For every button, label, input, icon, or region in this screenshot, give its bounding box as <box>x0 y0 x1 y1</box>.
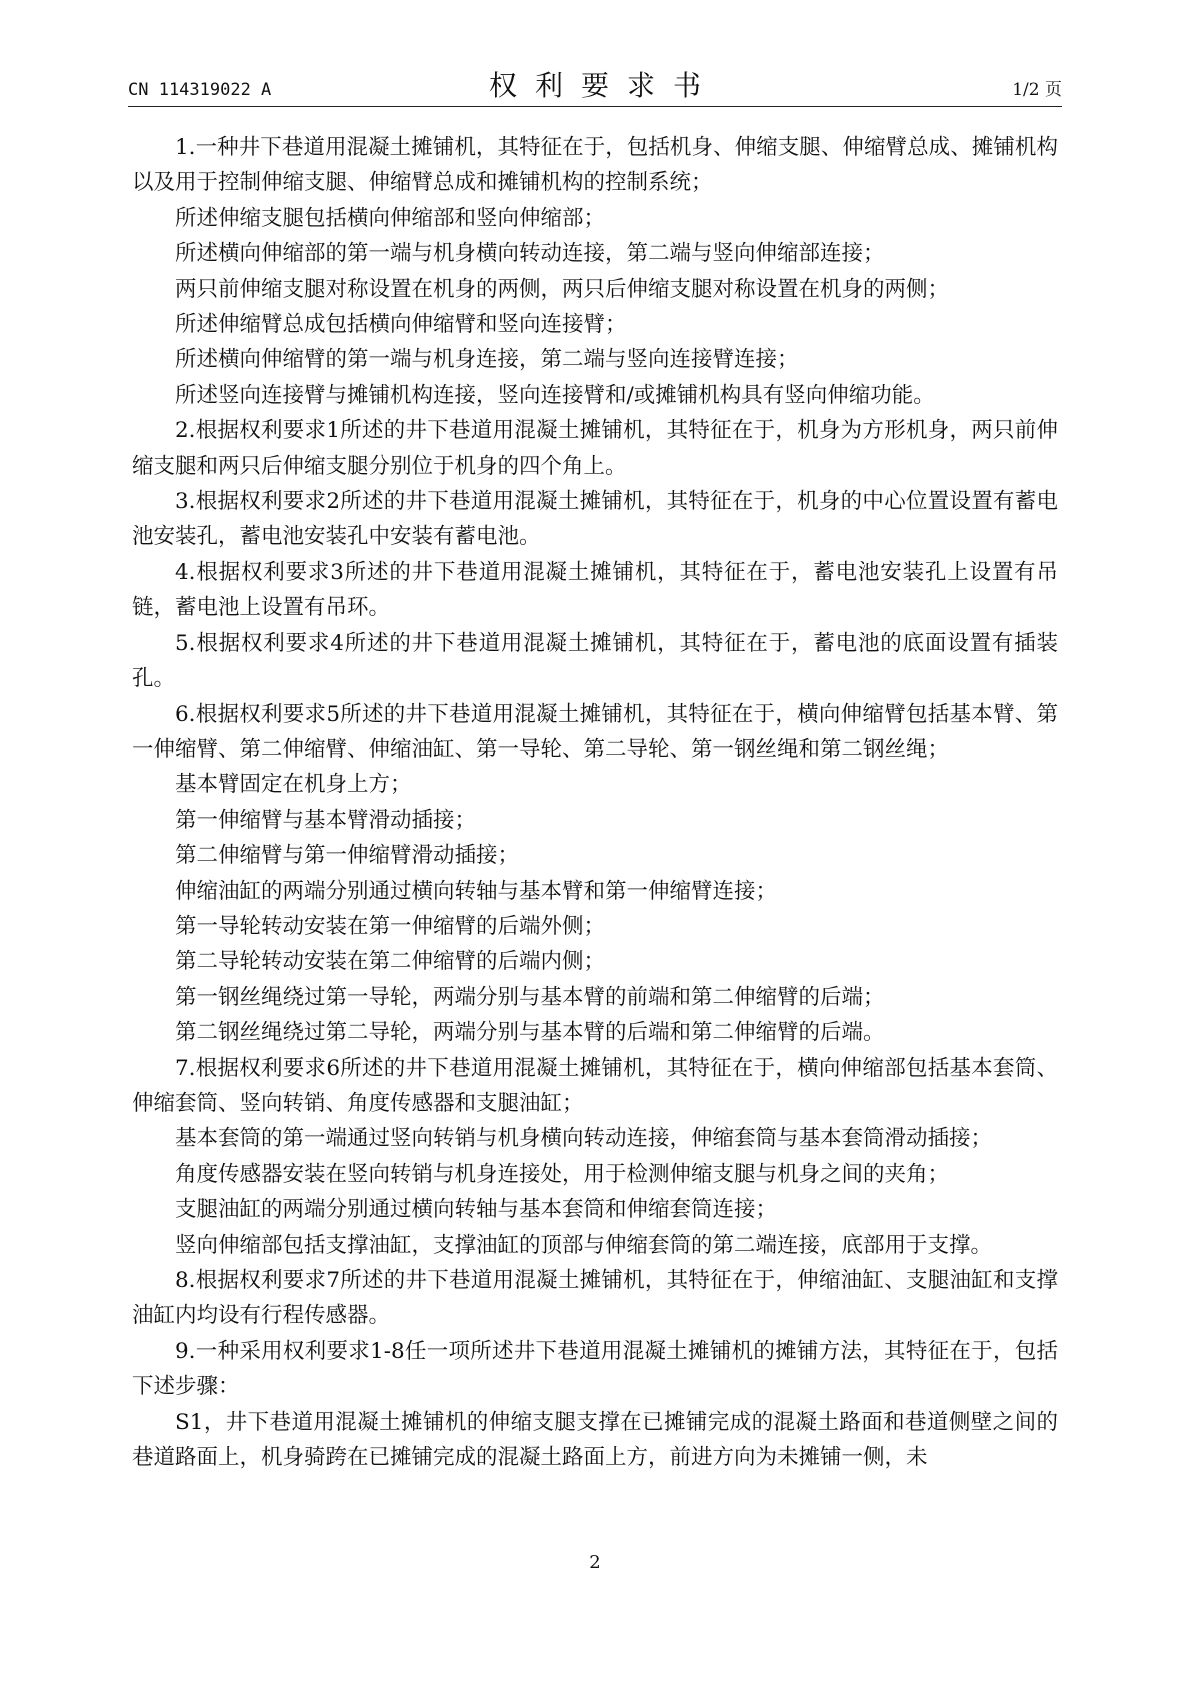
claim-paragraph: 1.一种井下巷道用混凝土摊铺机，其特征在于，包括机身、伸缩支腿、伸缩臂总成、摊铺机构以及用于控制伸缩支腿、伸缩臂总成和摊铺机构的控制系统； <box>132 135 1058 196</box>
claim-paragraph: 第一导轮转动安装在第一伸缩臂的后端外侧； <box>175 913 606 939</box>
claim-paragraph: 第二导轮转动安装在第二伸缩臂的后端内侧； <box>175 949 606 975</box>
claim-paragraph: 3.根据权利要求2所述的井下巷道用混凝土摊铺机，其特征在于，机身的中心位置设置有蓄电池安装孔，蓄电池安装孔中安装有蓄电池。 <box>132 489 1058 550</box>
claim-paragraph: 两只前伸缩支腿对称设置在机身的两侧，两只后伸缩支腿对称设置在机身的两侧； <box>175 276 950 302</box>
claim-paragraph: 第二钢丝绳绕过第二导轮，两端分别与基本臂的后端和第二伸缩臂的后端。 <box>175 1020 885 1046</box>
document-title: 权利要求书 <box>488 69 719 102</box>
claim-paragraph: 第一伸缩臂与基本臂滑动插接； <box>175 807 477 833</box>
claim-paragraph: 7.根据权利要求6所述的井下巷道用混凝土摊铺机，其特征在于，横向伸缩部包括基本套筒、伸缩套筒、竖向转销、角度传感器和支腿油缸； <box>132 1055 1058 1116</box>
claim-paragraph: 所述伸缩支腿包括横向伸缩部和竖向伸缩部； <box>175 205 606 231</box>
claims-body <box>132 130 1058 1475</box>
claim-paragraph: 所述横向伸缩臂的第一端与机身连接，第二端与竖向连接臂连接； <box>175 347 799 373</box>
page-header <box>128 64 1062 107</box>
claim-paragraph: 竖向伸缩部包括支撑油缸，支撑油缸的顶部与伸缩套筒的第二端连接，底部用于支撑。 <box>175 1232 993 1258</box>
claim-paragraph: 9.一种采用权利要求1-8任一项所述井下巷道用混凝土摊铺机的摊铺方法，其特征在于，包括下述步骤： <box>132 1338 1058 1400</box>
page-indicator: 1/2 页 <box>1012 80 1062 100</box>
claim-paragraph: 8.根据权利要求7所述的井下巷道用混凝土摊铺机，其特征在于，伸缩油缸、支腿油缸和支撑油缸内均设有行程传感器。 <box>132 1268 1058 1329</box>
claim-paragraph: 所述伸缩臂总成包括横向伸缩臂和竖向连接臂； <box>175 312 627 338</box>
claim-paragraph: S1，井下巷道用混凝土摊铺机的伸缩支腿支撑在已摊铺完成的混凝土路面和巷道侧壁之间的巷道路面上，机身骑跨在已摊铺完成的混凝土路面上方，前进方向为未摊铺一侧，未 <box>132 1409 1058 1471</box>
claim-paragraph: 支腿油缸的两端分别通过横向转轴与基本套筒和伸缩套筒连接； <box>175 1197 778 1223</box>
claim-paragraph: 第二伸缩臂与第一伸缩臂滑动插接； <box>175 843 520 869</box>
claim-paragraph: 4.根据权利要求3所述的井下巷道用混凝土摊铺机，其特征在于，蓄电池安装孔上设置有吊链，蓄电池上设置有吊环。 <box>132 559 1058 621</box>
claim-paragraph: 伸缩油缸的两端分别通过横向转轴与基本臂和第一伸缩臂连接； <box>175 878 778 904</box>
claim-paragraph: 6.根据权利要求5所述的井下巷道用混凝土摊铺机，其特征在于，横向伸缩臂包括基本臂、第一伸缩臂、第二伸缩臂、伸缩油缸、第一导轮、第二导轮、第一钢丝绳和第二钢丝绳； <box>132 701 1058 762</box>
page-number: 2 <box>589 1552 601 1573</box>
claim-paragraph: 角度传感器安装在竖向转销与机身连接处，用于检测伸缩支腿与机身之间的夹角； <box>175 1161 950 1187</box>
claim-paragraph: 所述横向伸缩部的第一端与机身横向转动连接，第二端与竖向伸缩部连接； <box>175 241 885 267</box>
claim-paragraph: 基本臂固定在机身上方； <box>175 772 412 798</box>
publication-number: CN 114319022 A <box>128 80 272 100</box>
claim-paragraph: 2.根据权利要求1所述的井下巷道用混凝土摊铺机，其特征在于，机身为方形机身，两只前伸缩支腿和两只后伸缩支腿分别位于机身的四个角上。 <box>132 418 1058 479</box>
claim-paragraph: 基本套筒的第一端通过竖向转销与机身横向转动连接，伸缩套筒与基本套筒滑动插接； <box>175 1126 993 1152</box>
claim-paragraph: 所述竖向连接臂与摊铺机构连接，竖向连接臂和/或摊铺机构具有竖向伸缩功能。 <box>175 382 935 408</box>
claim-paragraph: 5.根据权利要求4所述的井下巷道用混凝土摊铺机，其特征在于，蓄电池的底面设置有插装孔。 <box>132 630 1058 692</box>
claim-paragraph: 第一钢丝绳绕过第一导轮，两端分别与基本臂的前端和第二伸缩臂的后端； <box>175 984 885 1010</box>
